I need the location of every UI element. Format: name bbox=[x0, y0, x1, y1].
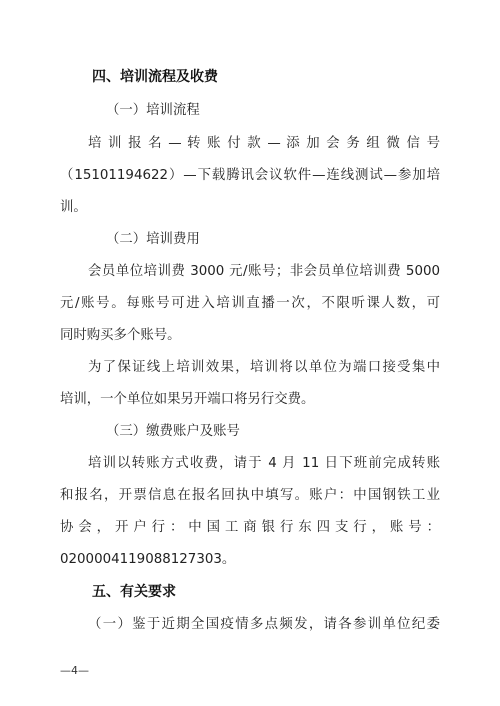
training-process-line-1: 培 训 报 名 — 转 账 付 款 — 添 加 会 务 组 微 信 号 bbox=[88, 136, 440, 151]
training-process-line-3: 训。 bbox=[60, 200, 87, 215]
payment-line-3: 协 会 ， 开 户 行 ： 中 国 工 商 银 行 东 四 支 行 ， 账 号 ： bbox=[60, 520, 440, 535]
training-effect-line-1: 为了保证线上培训效果，培训将以单位为端口接受集中 bbox=[88, 360, 440, 375]
subsection-payment-account-title: （三）缴费账户及账号 bbox=[106, 424, 240, 439]
training-fee-line-2: 元/账号。每账号可进入培训直播一次，不限听课人数，可 bbox=[60, 296, 440, 311]
training-fee-line-3: 同时购买多个账号。 bbox=[60, 328, 181, 343]
account-number-line: 0200004119088127303。 bbox=[60, 552, 236, 567]
page-number: —4— bbox=[60, 664, 89, 677]
requirements-para1-line-1: （一）鉴于近期全国疫情多点频发，请各参训单位纪委 bbox=[88, 617, 440, 632]
subsection-training-fee-title: （二）培训费用 bbox=[106, 232, 200, 247]
payment-line-1: 培训以转账方式收费，请于 4 月 11 日下班前完成转账 bbox=[88, 456, 440, 471]
training-process-line-2: （15101194622）—下载腾讯会议软件—连线测试—参加培 bbox=[60, 168, 440, 183]
section-4-heading: 四、培训流程及收费 bbox=[92, 69, 218, 85]
training-effect-line-2: 培训，一个单位如果另开端口将另行交费。 bbox=[60, 392, 315, 407]
subsection-training-process-title: （一）培训流程 bbox=[106, 103, 200, 118]
payment-line-2: 和报名，开票信息在报名回执中填写。账户：中国钢铁工业 bbox=[60, 488, 440, 503]
training-fee-line-1: 会员单位培训费 3000 元/账号；非会员单位培训费 5000 bbox=[88, 264, 440, 279]
section-5-heading: 五、有关要求 bbox=[92, 584, 176, 600]
